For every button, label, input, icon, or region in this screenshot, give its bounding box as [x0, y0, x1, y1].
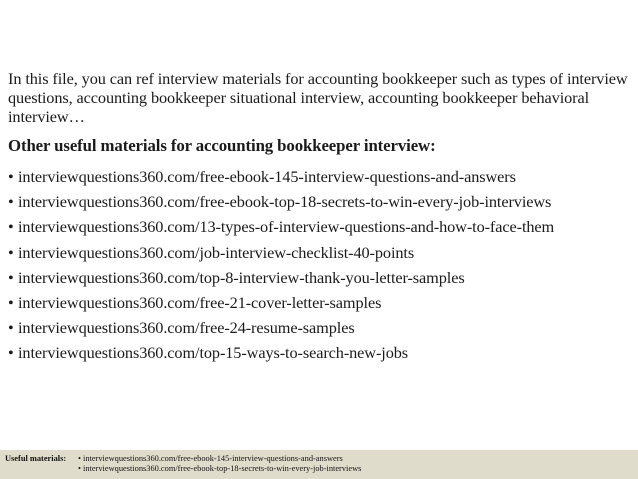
material-link[interactable]: interviewquestions360.com/13-types-of-interview-questions-and-how-to-face-them: [18, 217, 555, 237]
bullet-icon: •: [8, 217, 14, 237]
bullet-icon: •: [8, 318, 14, 338]
slide-content: [8, 69, 634, 366]
materials-list: [8, 164, 634, 366]
list-item: [8, 290, 634, 315]
bullet-icon: •: [8, 167, 14, 186]
footer-bar: [0, 450, 638, 479]
material-link[interactable]: interviewquestions360.com/free-21-cover-letter-samples: [18, 293, 382, 313]
list-item: [8, 189, 634, 214]
bullet-icon: •: [8, 242, 14, 262]
list-item: [8, 265, 634, 290]
bullet-icon: •: [78, 454, 81, 463]
footer-row: [5, 454, 361, 464]
list-item: [8, 164, 634, 189]
list-item: [8, 340, 634, 365]
list-item: [8, 240, 634, 265]
materials-heading: Other useful materials for accounting bookkeeper interview:: [8, 136, 436, 155]
footer-link[interactable]: interviewquestions360.com/free-ebook-145-interview-questions-and-answers: [83, 454, 343, 463]
material-link[interactable]: interviewquestions360.com/free-24-resume-samples: [18, 318, 355, 338]
bullet-icon: •: [8, 343, 14, 363]
material-link[interactable]: interviewquestions360.com/free-ebook-top-18-secrets-to-win-every-job-interviews: [18, 192, 552, 212]
intro-paragraph: In this file, you can ref interview materials for accounting bookkeeper such as types of interview questions, accounting bookkeeper situational interview, accounting bookkeeper behavioral interview…: [8, 69, 628, 126]
bullet-icon: •: [78, 464, 81, 473]
footer-label: Useful materials:: [5, 454, 67, 463]
list-item: [8, 214, 634, 239]
bullet-icon: •: [8, 267, 14, 287]
material-link[interactable]: interviewquestions360.com/job-interview-checklist-40-points: [18, 242, 415, 262]
bullet-icon: •: [8, 192, 14, 212]
list-item: [8, 315, 634, 340]
footer-link[interactable]: interviewquestions360.com/free-ebook-top-18-secrets-to-win-every-job-interviews: [83, 464, 362, 473]
material-link[interactable]: interviewquestions360.com/free-ebook-145-interview-questions-and-answers: [18, 167, 516, 186]
bullet-icon: •: [8, 293, 14, 313]
material-link[interactable]: interviewquestions360.com/top-15-ways-to-search-new-jobs: [18, 343, 409, 363]
footer-row: [5, 464, 361, 474]
material-link[interactable]: interviewquestions360.com/top-8-interview-thank-you-letter-samples: [18, 267, 465, 287]
footer-content: [5, 454, 361, 474]
